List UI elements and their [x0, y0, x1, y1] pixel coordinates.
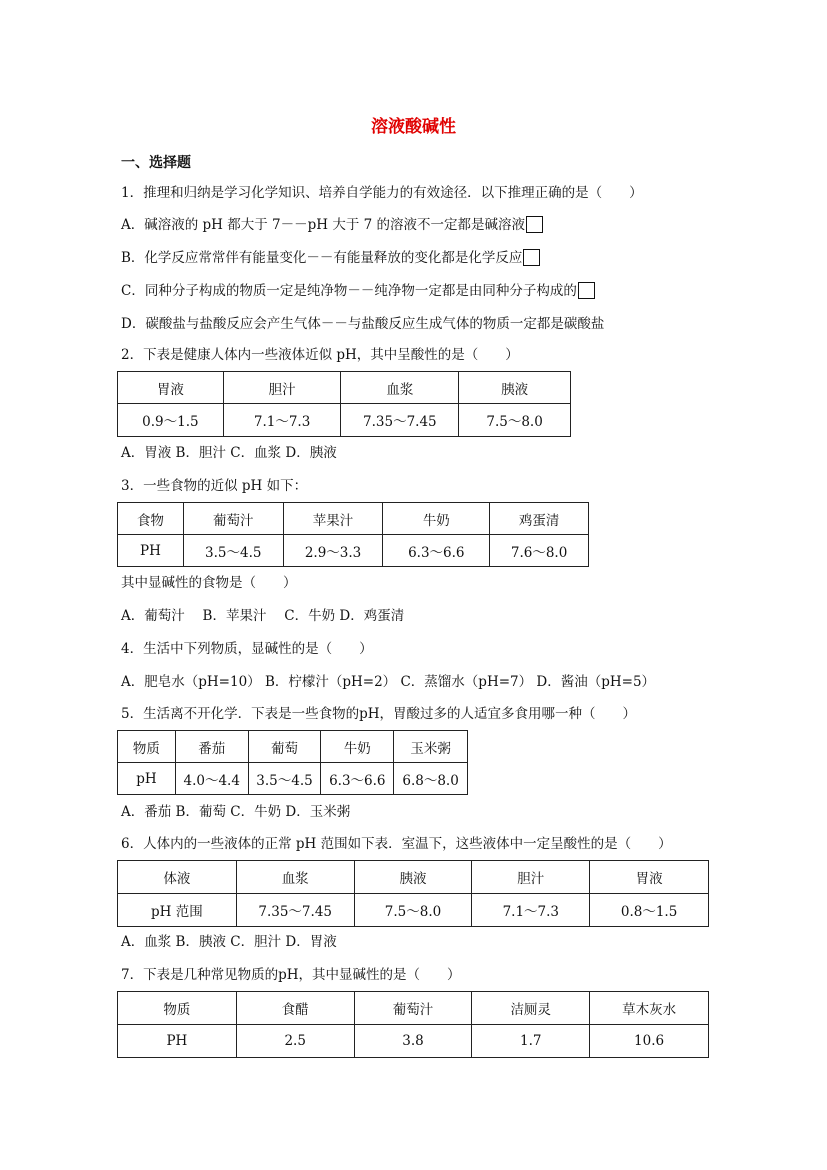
- table-cell: 葡萄: [248, 731, 321, 763]
- table-cell: 0.9～1.5: [118, 404, 224, 437]
- table-cell: 玉米粥: [394, 731, 468, 763]
- table-cell: 2.5: [236, 1025, 354, 1058]
- table-cell: 牛奶: [321, 731, 394, 763]
- table-row: [118, 861, 709, 894]
- q7-stem: 7．下表是几种常见物质的pH，其中显碱性的是（ ）: [121, 967, 461, 983]
- table-cell: 物质: [118, 992, 237, 1025]
- q1-option-c-text: C．同种分子构成的物质一定是纯净物－－纯净物一定都是由同种分子构成的: [121, 283, 577, 299]
- q1-stem: 1．推理和归纳是学习化学知识、培养自学能力的有效途径．以下推理正确的是（ ）: [121, 185, 643, 201]
- table-row: [118, 535, 589, 567]
- q6-stem: 6．人体内的一些液体的正常 pH 范围如下表．室温下，这些液体中一定呈酸性的是（ ）: [121, 836, 672, 852]
- table-cell: 7.35～7.45: [236, 894, 354, 927]
- table-cell: 血浆: [236, 861, 354, 894]
- table-cell: 胆汁: [472, 861, 590, 894]
- q3-options: A．葡萄汁 B．苹果汁 C．牛奶 D．鸡蛋清: [121, 608, 405, 624]
- table-cell: 胰液: [354, 861, 472, 894]
- table-cell: 胃液: [118, 372, 224, 404]
- q5-options: A．番茄 B．葡萄 C．牛奶 D．玉米粥: [121, 804, 351, 820]
- table-cell: 3.5～4.5: [183, 535, 283, 567]
- q6-table: [117, 860, 709, 927]
- page-title: 溶液酸碱性: [371, 117, 456, 137]
- q3-stem: 3．一些食物的近似 pH 如下：: [121, 478, 308, 494]
- table-cell: 4.0～4.4: [175, 763, 248, 795]
- table-cell: 体液: [118, 861, 237, 894]
- table-row: [118, 731, 468, 763]
- q3-table: [117, 502, 589, 567]
- table-cell: 7.35～7.45: [341, 404, 459, 437]
- table-row: [118, 992, 709, 1025]
- table-cell: 胆汁: [223, 372, 341, 404]
- q2-table: [117, 371, 571, 437]
- table-cell: 草木灰水: [590, 992, 709, 1025]
- q4-options: A．肥皂水（pH=10） B．柠檬汁（pH=2） C．蒸馏水（pH=7） D．酱油（pH=5）: [121, 674, 656, 690]
- q2-options: A．胃液 B．胆汁 C．血浆 D．胰液: [121, 445, 337, 461]
- answer-checkbox-a[interactable]: [526, 216, 543, 233]
- table-cell: 食醋: [236, 992, 354, 1025]
- table-cell: 3.5～4.5: [248, 763, 321, 795]
- table-row: [118, 503, 589, 535]
- table-cell: 血浆: [341, 372, 459, 404]
- q1-option-c: [121, 282, 595, 300]
- table-cell: 牛奶: [383, 503, 490, 535]
- table-cell: 7.5～8.0: [459, 404, 571, 437]
- answer-checkbox-c[interactable]: [578, 282, 595, 299]
- q4-stem: 4．生活中下列物质，显碱性的是（ ）: [121, 641, 373, 657]
- q1-option-b-text: B．化学反应常常伴有能量变化－－有能量释放的变化都是化学反应: [121, 250, 523, 266]
- q5-stem: 5．生活离不开化学．下表是一些食物的pH，胃酸过多的人适宜多食用哪一种（ ）: [121, 706, 637, 722]
- section-heading: 一、选择题: [121, 155, 191, 171]
- table-row: [118, 372, 571, 404]
- q3-followup: 其中显碱性的食物是（ ）: [121, 575, 297, 591]
- q2-stem: 2．下表是健康人体内一些液体近似 pH，其中呈酸性的是（ ）: [121, 347, 519, 363]
- table-cell: PH: [118, 535, 184, 567]
- q1-option-b: [121, 249, 540, 267]
- table-cell: pH: [118, 763, 176, 795]
- table-cell: 6.8～8.0: [394, 763, 468, 795]
- answer-checkbox-b[interactable]: [523, 249, 540, 266]
- table-cell: 苹果汁: [283, 503, 383, 535]
- q1-option-a: [121, 216, 543, 234]
- table-cell: 7.5～8.0: [354, 894, 472, 927]
- q7-table: [117, 991, 709, 1058]
- table-cell: 7.1～7.3: [223, 404, 341, 437]
- table-cell: 0.8～1.5: [590, 894, 709, 927]
- table-cell: 葡萄汁: [354, 992, 472, 1025]
- table-cell: 3.8: [354, 1025, 472, 1058]
- q1-option-a-text: A．碱溶液的 pH 都大于 7－－pH 大于 7 的溶液不一定都是碱溶液: [121, 217, 526, 233]
- table-cell: 6.3～6.6: [321, 763, 394, 795]
- table-cell: 食物: [118, 503, 184, 535]
- table-row: [118, 894, 709, 927]
- table-row: [118, 1025, 709, 1058]
- table-cell: 胰液: [459, 372, 571, 404]
- q1-option-d: D．碳酸盐与盐酸反应会产生气体－－与盐酸反应生成气体的物质一定都是碳酸盐: [121, 316, 605, 332]
- table-cell: 1.7: [472, 1025, 590, 1058]
- table-cell: 胃液: [590, 861, 709, 894]
- table-cell: 10.6: [590, 1025, 709, 1058]
- table-cell: 2.9～3.3: [283, 535, 383, 567]
- q5-table: [117, 730, 468, 795]
- q6-options: A．血浆 B．胰液 C．胆汁 D．胃液: [121, 934, 337, 950]
- table-cell: PH: [118, 1025, 237, 1058]
- table-cell: 7.1～7.3: [472, 894, 590, 927]
- table-cell: 番茄: [175, 731, 248, 763]
- table-cell: 6.3～6.6: [383, 535, 490, 567]
- table-cell: 鸡蛋清: [490, 503, 589, 535]
- table-cell: 7.6～8.0: [490, 535, 589, 567]
- table-row: [118, 404, 571, 437]
- table-row: [118, 763, 468, 795]
- table-cell: pH 范围: [118, 894, 237, 927]
- table-cell: 洁厕灵: [472, 992, 590, 1025]
- table-cell: 葡萄汁: [183, 503, 283, 535]
- table-cell: 物质: [118, 731, 176, 763]
